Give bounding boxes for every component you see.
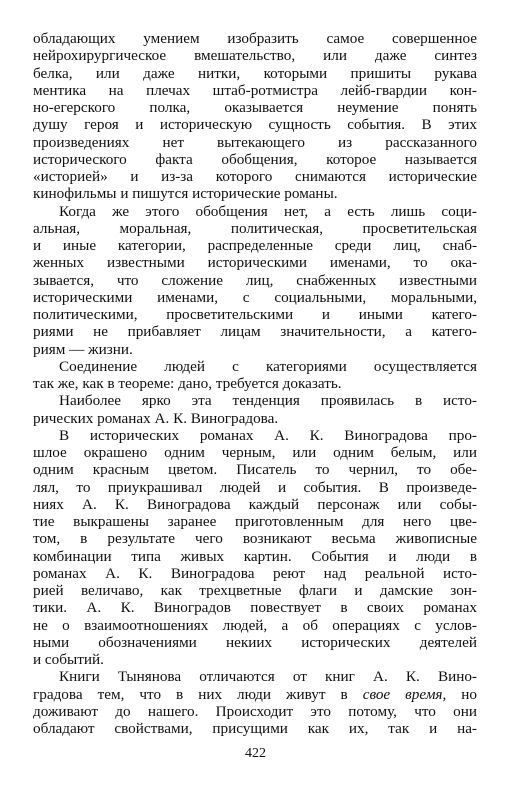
text-line: произведениях нет вытекающего из рассказанного xyxy=(33,133,477,151)
text-run: но xyxy=(446,685,477,703)
text-line: обладающих умением изобразить самое совершенное xyxy=(33,30,477,47)
text-line: Книги Тынянова отличаются от книг А. К. Вино- xyxy=(59,668,477,686)
text-line: белка, или даже нитки, которыми пришиты рукава xyxy=(33,64,477,82)
text-line: ными обозначениями некиих исторических деятелей xyxy=(33,633,477,651)
text-line: альная, моральная, политическая, просветительская xyxy=(33,219,477,237)
text-line: кинофильмы и пишутся исторические романы. xyxy=(33,185,338,203)
text-line: Соединение людей с категориями осуществляется xyxy=(59,357,477,375)
text-line: лял, то приукрашивал людей и события. В произведе- xyxy=(33,478,477,496)
text-line: ментика на плечах штаб-ротмистра лейб-гвардии кон- xyxy=(33,81,477,99)
text-line: Наиболее ярко эта тенденция проявилась в исто- xyxy=(59,392,477,410)
text-line: том, в результате чего возникают весьма живописные xyxy=(33,530,477,548)
text-line: шлое окрашено одним черным, или одним белым, или xyxy=(33,444,477,461)
page-number: 422 xyxy=(245,746,266,761)
text-line: душу героя и историческую сущность события. В этих xyxy=(33,116,477,134)
text-line: рией величаво, как трехцветные флаги и дамские зон- xyxy=(33,582,477,599)
text-line: «историей» и из-за которого снимаются исторические xyxy=(33,168,477,185)
book-page xyxy=(33,30,477,737)
emphasized-text: свое время, xyxy=(362,685,447,703)
text-line: В исторических романах А. К. Виноградова про- xyxy=(59,426,477,444)
text-line: риям — жизни. xyxy=(33,340,133,358)
text-line: и событий. xyxy=(33,651,104,668)
text-line: и иные категории, распределенные среди лиц, снаб- xyxy=(33,237,477,254)
text-line: зывается, что сложение лиц, снабженных известными xyxy=(33,271,477,289)
text-line: комбинации типа живых картин. События и люди в xyxy=(33,547,477,565)
text-line: нейрохирургическое вмешательство, или даже синтез xyxy=(33,47,477,65)
text-line: так же, как в теореме: дано, требуется доказать. xyxy=(33,375,342,392)
text-line: романах А. К. Виноградова реют над реальной исто- xyxy=(33,564,477,582)
text-line: политическими, просветительскими и иными катего- xyxy=(33,306,477,323)
text-line: исторического факта обобщения, которое называется xyxy=(33,150,477,168)
text-line: рических романах А. К. Виноградова. xyxy=(33,409,279,427)
text-line: женных известными историческими именами, то ока- xyxy=(33,254,477,272)
text-line: тики. А. К. Виноградов повествует в своих романах xyxy=(33,599,477,617)
text-line: доживают до нашего. Происходит это потому, что они xyxy=(33,702,477,720)
text-line: Когда же этого обобщения нет, а есть лишь соци- xyxy=(59,202,477,220)
text-line: не о взаимоотношениях людей, а об операциях с услов- xyxy=(33,616,477,634)
text-line: тие выкрашены заранее приготовленным для него цве- xyxy=(33,513,477,530)
text-line: но-егерского полка, оказывается неумение понять xyxy=(33,99,477,116)
text-line: ниях А. К. Виноградова каждый персонаж или собы- xyxy=(33,495,477,513)
text-line: одним красным цветом. Писатель то чернил, то обе- xyxy=(33,461,477,479)
text-line: обладают свойствами, присущими как их, так и на- xyxy=(33,720,477,737)
text-run: градова тем, что в них люди живут в xyxy=(33,685,363,703)
text-line-with-emphasis xyxy=(33,686,477,703)
text-line: риями не прибавляет лицам значительности, а катего- xyxy=(33,323,477,341)
text-line: историческими именами, с социальными, моральными, xyxy=(33,288,477,306)
